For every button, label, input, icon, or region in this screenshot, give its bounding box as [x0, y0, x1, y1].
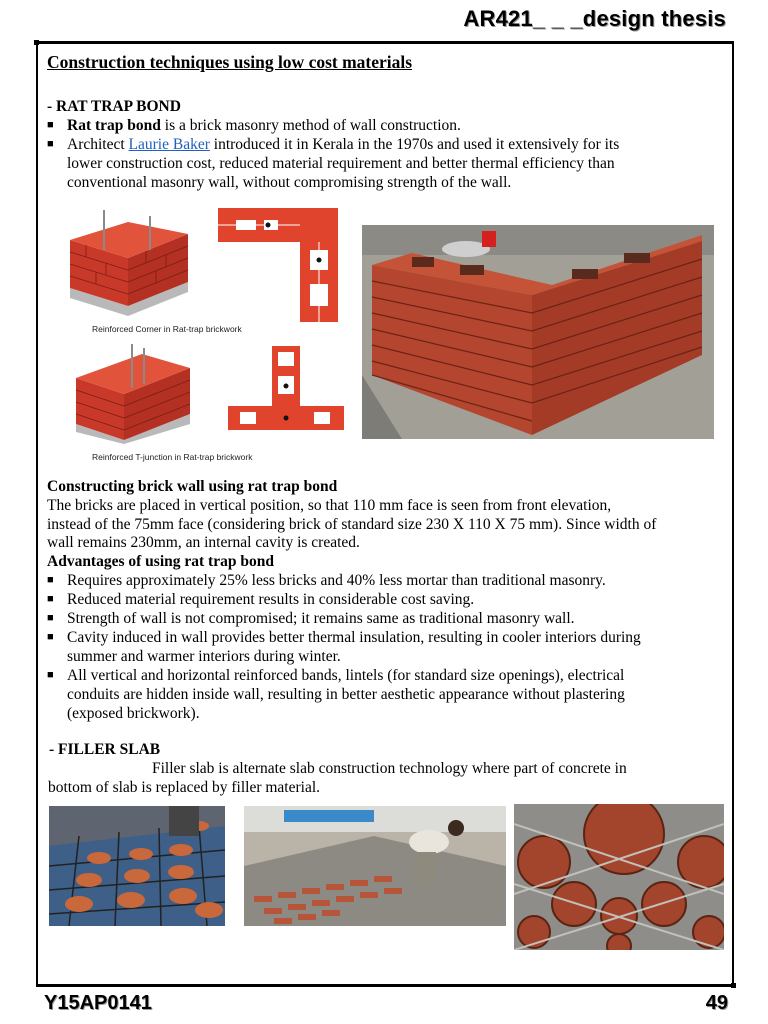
filler-slab-photo-worker	[244, 806, 506, 926]
advantage-text: Requires approximately 25% less bricks and 40% less mortar than traditional masonry.	[67, 572, 606, 589]
advantage-text: Reduced material requirement results in considerable cost saving.	[67, 591, 475, 608]
bullet-text: Architect	[67, 136, 129, 153]
rat-trap-wall-photo	[362, 225, 714, 439]
constructing-line: The bricks are placed in vertical position, so that 110 mm face is seen from front elevation,	[47, 497, 612, 514]
bullet-icon: ■	[47, 612, 54, 624]
filler-slab-title: - FILLER SLAB	[49, 741, 161, 758]
filler-slab-photo-ceiling	[514, 804, 724, 950]
advantage-continuation: summer and warmer interiors during winter.	[67, 648, 341, 665]
filler-slab-photo-pots	[49, 806, 225, 926]
rat-trap-corner-plan-illustration	[218, 208, 338, 322]
advantage-text: Cavity induced in wall provides better thermal insulation, resulting in cooler interiors during	[67, 629, 641, 646]
laurie-baker-link[interactable]: Laurie Baker	[128, 136, 210, 153]
bullet-text: introduced it in Kerala in the 1970s and used it extensively for its	[209, 136, 620, 153]
figure-caption-corner: Reinforced Corner in Rat-trap brickwork	[92, 324, 242, 334]
rat-trap-tjunction-plan-illustration	[228, 346, 344, 430]
bullet-continuation: conventional masonry wall, without compromising strength of the wall.	[67, 174, 512, 191]
bullet-text: is a brick masonry method of wall construction.	[160, 117, 461, 134]
advantages-title: Advantages of using rat trap bond	[47, 553, 274, 570]
advantage-continuation: conduits are hidden inside wall, resulting in better aesthetic appearance without plastering	[67, 686, 625, 703]
bullet-icon: ■	[47, 138, 54, 150]
section-heading: Construction techniques using low cost materials	[47, 52, 413, 72]
bullet-icon: ■	[47, 593, 54, 605]
document-header-title: AR421_ _ _design thesis	[463, 6, 726, 31]
student-id: Y15AP0141	[44, 992, 152, 1014]
advantage-text: Strength of wall is not compromised; it remains same as traditional masonry wall.	[67, 610, 575, 627]
bullet-icon: ■	[47, 669, 54, 681]
bullet-icon: ■	[47, 119, 54, 131]
bullet-icon: ■	[47, 574, 54, 586]
advantage-text: All vertical and horizontal reinforced bands, lintels (for standard size openings), electrical	[67, 667, 625, 684]
bullet-continuation: lower construction cost, reduced material requirement and better thermal efficiency than	[67, 155, 615, 172]
filler-slab-line: bottom of slab is replaced by filler material.	[48, 779, 321, 796]
constructing-line: wall remains 230mm, an internal cavity is created.	[47, 534, 360, 551]
advantage-continuation: (exposed brickwork).	[67, 705, 200, 722]
rat-trap-title: - RAT TRAP BOND	[47, 98, 181, 115]
rat-trap-corner-3d-illustration	[66, 210, 192, 316]
figure-caption-tjunction: Reinforced T-junction in Rat-trap brickwork	[92, 452, 253, 462]
bullet-bold-text: Rat trap bond	[67, 117, 161, 134]
page-number: 49	[705, 992, 728, 1014]
constructing-title: Constructing brick wall using rat trap bond	[47, 478, 338, 495]
rat-trap-tjunction-3d-illustration	[74, 344, 192, 444]
constructing-line: instead of the 75mm face (considering brick of standard size 230 X 110 X 75 mm). Since width of	[47, 516, 657, 533]
filler-slab-line: Filler slab is alternate slab construction technology where part of concrete in	[152, 760, 627, 777]
bullet-icon: ■	[47, 631, 54, 643]
